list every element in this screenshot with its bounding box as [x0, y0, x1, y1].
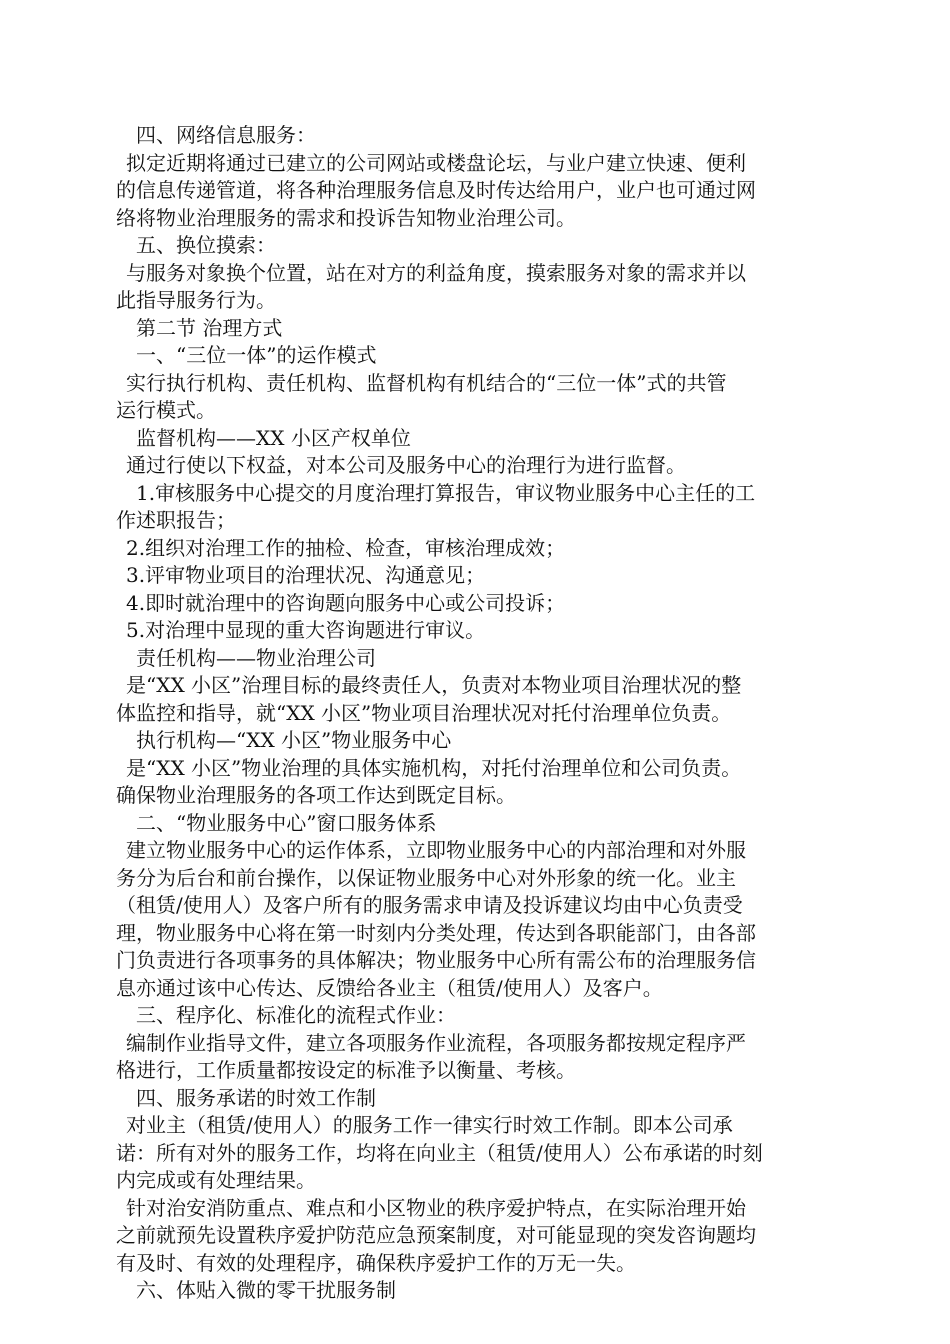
paragraph-line: 拟定近期将通过已建立的公司网站或楼盘论坛，与业户建立快速、便利 — [126, 150, 746, 175]
paragraph-line: 门负责进行各项事务的具体解决；物业服务中心所有需公布的治理服务信 — [116, 948, 756, 972]
list-item-continuation: 作述职报告； — [116, 508, 236, 532]
paragraph-line: 运行模式。 — [116, 398, 216, 422]
section-heading: 一、“三位一体”的运作模式 — [136, 343, 377, 367]
paragraph-line: 此指导服务行为。 — [116, 288, 276, 312]
section-heading: 三、程序化、标准化的流程式作业： — [136, 1003, 456, 1027]
paragraph-line: 编制作业指导文件，建立各项服务作业流程，各项服务都按规定程序严 — [126, 1030, 746, 1055]
paragraph-line: 有及时、有效的处理程序，确保秩序爱护工作的万无一失。 — [116, 1250, 636, 1275]
paragraph-line: 络将物业治理服务的需求和投诉告知物业治理公司。 — [116, 205, 576, 230]
list-item: 3.评审物业项目的治理状况、沟通意见； — [126, 563, 486, 587]
list-item: 1.审核服务中心提交的月度治理打算报告，审议物业服务中心主任的工 — [136, 480, 756, 505]
paragraph-line: 是“XX 小区”治理目标的最终责任人，负责对本物业项目治理状况的整 — [126, 673, 742, 697]
paragraph-line: 建立物业服务中心的运作体系，立即物业服务中心的内部治理和对外服 — [126, 838, 746, 862]
paragraph-line: （租赁/使用人）及客户所有的服务需求申请及投诉建议均由中心负责受 — [116, 893, 743, 917]
paragraph-line: 对业主（租赁/使用人）的服务工作一律实行时效工作制。即本公司承 — [126, 1113, 733, 1137]
subsection-heading: 执行机构—“XX 小区”物业服务中心 — [136, 728, 452, 752]
paragraph-line: 之前就预先设置秩序爱护防范应急预案制度，对可能显现的突发咨询题均 — [116, 1223, 756, 1247]
paragraph-line: 实行执行机构、责任机构、监督机构有机结合的“三位一体”式的共管 — [126, 370, 727, 395]
list-item: 2.组织对治理工作的抽检、检查，审核治理成效； — [126, 535, 566, 560]
document-body — [116, 122, 840, 1305]
section-heading: 五、换位摸索： — [136, 233, 276, 257]
section-heading: 四、服务承诺的时效工作制 — [136, 1085, 376, 1110]
paragraph-line: 体监控和指导，就“XX 小区”物业项目治理状况对托付治理单位负责。 — [116, 700, 732, 725]
section-heading: 四、网络信息服务： — [136, 123, 316, 147]
paragraph-line: 是“XX 小区”物业治理的具体实施机构，对托付治理单位和公司负责。 — [126, 755, 742, 780]
section-heading: 二、“物业服务中心”窗口服务体系 — [136, 810, 437, 835]
paragraph-line: 理，物业服务中心将在第一时刻内分类处理，传达到各职能部门，由各部 — [116, 920, 756, 945]
paragraph-line: 与服务对象换个位置，站在对方的利益角度，摸索服务对象的需求并以 — [126, 260, 746, 285]
paragraph-line: 的信息传递管道，将各种治理服务信息及时传达给用户，业户也可通过网 — [116, 178, 756, 202]
paragraph-line: 确保物业治理服务的各项工作达到既定目标。 — [116, 783, 516, 807]
chapter-heading: 第二节 治理方式 — [136, 315, 283, 340]
paragraph-line: 针对治安消防重点、难点和小区物业的秩序爱护特点，在实际治理开始 — [126, 1195, 746, 1220]
subsection-heading: 监督机构——XX 小区产权单位 — [136, 425, 411, 450]
list-item: 4.即时就治理中的咨询题向服务中心或公司投诉； — [126, 590, 566, 615]
paragraph-line: 通过行使以下权益，对本公司及服务中心的治理行为进行监督。 — [126, 453, 686, 477]
paragraph-line: 格进行，工作质量都按设定的标准予以衡量、考核。 — [116, 1058, 576, 1082]
paragraph-line: 务分为后台和前台操作，以保证物业服务中心对外形象的统一化。业主 — [116, 865, 736, 890]
section-heading: 六、体贴入微的零干扰服务制 — [136, 1278, 396, 1302]
paragraph-line: 息亦通过该中心传达、反馈给各业主（租赁/使用人）及客户。 — [116, 975, 663, 1000]
list-item: 5.对治理中显现的重大咨询题进行审议。 — [126, 618, 486, 642]
paragraph-line: 内完成或有处理结果。 — [116, 1168, 316, 1192]
subsection-heading: 责任机构——物业治理公司 — [136, 645, 376, 670]
paragraph-line: 诺：所有对外的服务工作，均将在向业主（租赁/使用人）公布承诺的时刻 — [116, 1140, 763, 1165]
